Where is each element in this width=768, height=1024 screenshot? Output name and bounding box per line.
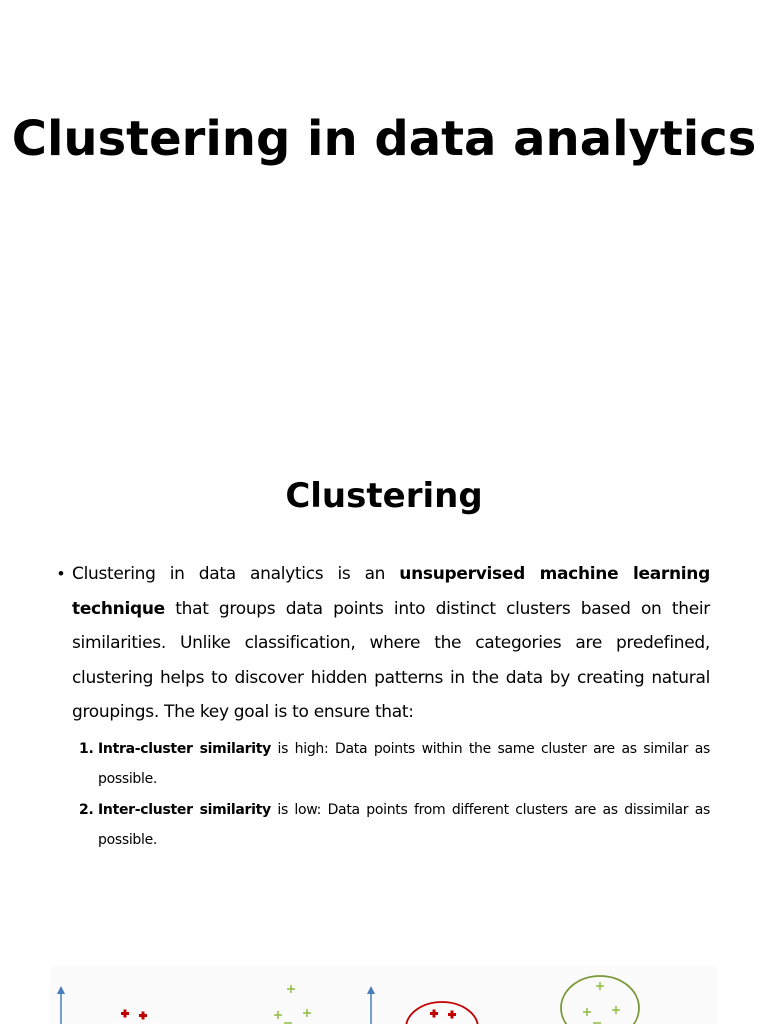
- clustering-figure: [50, 966, 718, 1024]
- list-item-text: [98, 795, 710, 856]
- bullet-bold-phrase: unsupervised machine learning technique: [72, 564, 710, 619]
- list-item-text: [98, 734, 710, 795]
- numbered-list: [58, 734, 710, 856]
- section-title: [0, 475, 768, 517]
- figure-background: [50, 966, 718, 1024]
- bullet-text-before: Clustering in data analytics is an: [72, 564, 400, 584]
- list-item-body: is high: Data points within the same cluster are as similar as possible.: [98, 740, 710, 787]
- list-item-bold: Inter-cluster similarity: [98, 801, 271, 818]
- list-item: [79, 795, 710, 856]
- list-item-body: is low: Data points from different clusters are as dissimilar as possible.: [98, 801, 711, 848]
- red-point: [433, 1010, 436, 1018]
- list-item-bold: Intra-cluster similarity: [98, 740, 271, 757]
- bullet-block: [58, 557, 710, 856]
- bullet-text-after: that groups data points into distinct clusters based on their similarities. Unlike classification, where the categories are predefined, clustering helps to discover hidden patterns in the data by creating natural groupings. The key goal is to ensure that:: [72, 598, 710, 722]
- red-point: [451, 1011, 454, 1019]
- slide-title-text: Clustering in data analytics: [11, 111, 757, 167]
- clustering-figure-svg: [50, 966, 718, 1024]
- slide-title: [0, 111, 768, 167]
- section-title-text: Clustering: [285, 476, 483, 516]
- red-point: [124, 1010, 127, 1018]
- bullet-item: [58, 557, 710, 730]
- list-item: [79, 734, 710, 795]
- bullet-dot-icon: •: [58, 564, 64, 583]
- list-item-number: 1.: [79, 740, 94, 757]
- red-point: [142, 1012, 145, 1020]
- list-item-number: 2.: [79, 801, 94, 818]
- bullet-paragraph: [72, 557, 710, 730]
